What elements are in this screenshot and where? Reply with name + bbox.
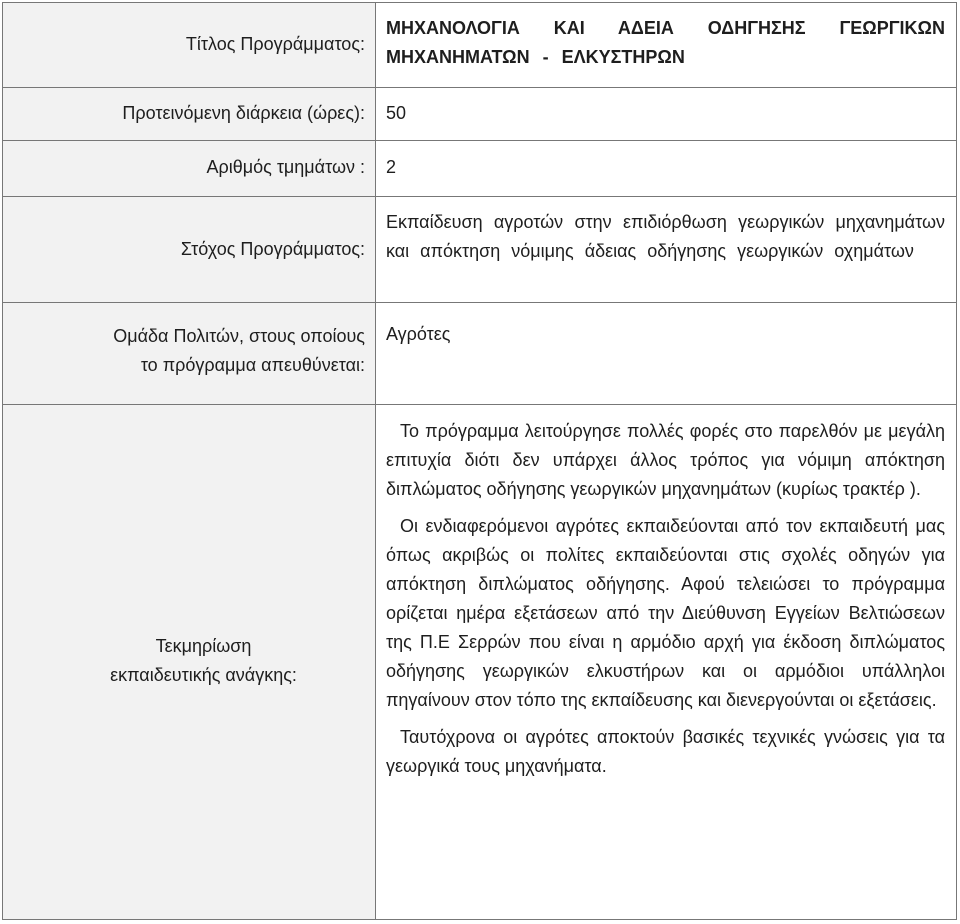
border-top [2,2,957,3]
audience-label [113,322,365,380]
sections-label-cell [2,140,375,196]
goal-value: Εκπαίδευση αγροτών στην επιδιόρθωση γεωργικών μηχανημάτων και απόκτηση νόμιμης άδειας οδήγησης γεωργικών οχημάτων [386,212,945,261]
justification-label-line2: εκπαιδευτικής ανάγκης: [110,665,297,685]
justification-label-cell [2,404,375,920]
audience-label-line1: Ομάδα Πολιτών, στους οποίους [113,326,365,346]
title-value-cell [375,2,957,87]
row-divider-3 [2,196,957,197]
audience-label-line2: το πρόγραμμα απευθύνεται: [140,355,365,375]
goal-label: Στόχος Προγράμματος: [180,239,365,259]
sections-value-cell [375,140,957,196]
goal-row [2,196,957,302]
justification-paragraph-1: Το πρόγραμμα λειτούργησε πολλές φορές στο παρελθόν με μεγάλη επιτυχία διότι δεν υπάρχει άλλος τρόπος για νόμιμη απόκτηση διπλώματος οδήγησης γεωργικών μηχανημάτων (κυρίως τρακτέρ ). [386,421,945,499]
border-bottom [2,919,957,920]
justification-paragraph-3: Ταυτόχρονα οι αγρότες αποκτούν βασικές τεχνικές γνώσεις για τα γεωργικά τους μηχανήματα. [386,727,945,776]
sections-row [2,140,957,196]
row-divider-5 [2,404,957,405]
audience-value: Αγρότες [386,324,451,344]
justification-value-cell [375,404,957,920]
sections-value: 2 [386,157,397,177]
program-form [2,2,957,920]
audience-value-cell [375,302,957,404]
row-divider-1 [2,87,957,88]
justification-paragraph-2: Οι ενδιαφερόμενοι αγρότες εκπαιδεύονται από τον εκπαιδευτή μας όπως ακριβώς οι πολίτες εκπαιδεύονται στις σχολές οδηγών για απόκτηση διπλώματος οδήγησης. Αφού τελειώσει το πρόγραμμα ορίζεται ημέρα εξετάσεων από την Διεύθυνση Εγγείων Βελτιώσεων της Π.Ε Σερρών που είναι η αρμόδιο αρχή για έκδοση διπλώματος οδήγησης γεωργικών ελκυστήρων και οι αρμόδιοι υπάλληλοι πηγαίνουν στον τόπο της εκπαίδευσης και διενεργούνται οι εξετάσεις. [386,516,945,710]
duration-row [2,87,957,140]
duration-label: Προτεινόμενη διάρκεια (ώρες): [122,103,365,123]
border-left [2,2,3,920]
column-divider [375,2,376,920]
justification-label-line1: Τεκμηρίωση [155,636,252,656]
justification-text [386,417,945,781]
audience-row [2,302,957,404]
row-divider-2 [2,140,957,141]
duration-value-cell [375,87,957,140]
goal-label-cell [2,196,375,302]
goal-value-cell [375,196,957,302]
border-right [956,2,957,920]
justification-label [2,632,365,690]
title-row [2,2,957,87]
justification-row [2,404,957,920]
row-divider-4 [2,302,957,303]
program-title: ΜΗΧΑΝΟΛΟΓΙΑ ΚΑΙ ΑΔΕΙΑ ΟΔΗΓΗΣΗΣ ΓΕΩΡΓΙΚΩΝ ΜΗΧΑΝΗΜΑΤΩΝ - ΕΛΚΥΣΤΗΡΩΝ [386,18,945,67]
duration-value: 50 [386,103,407,123]
title-label-cell [2,2,375,87]
title-label: Τίτλος Προγράμματος: [185,34,365,54]
sections-label: Αριθμός τμημάτων : [206,157,365,177]
duration-label-cell [2,87,375,140]
audience-label-cell [2,302,375,404]
